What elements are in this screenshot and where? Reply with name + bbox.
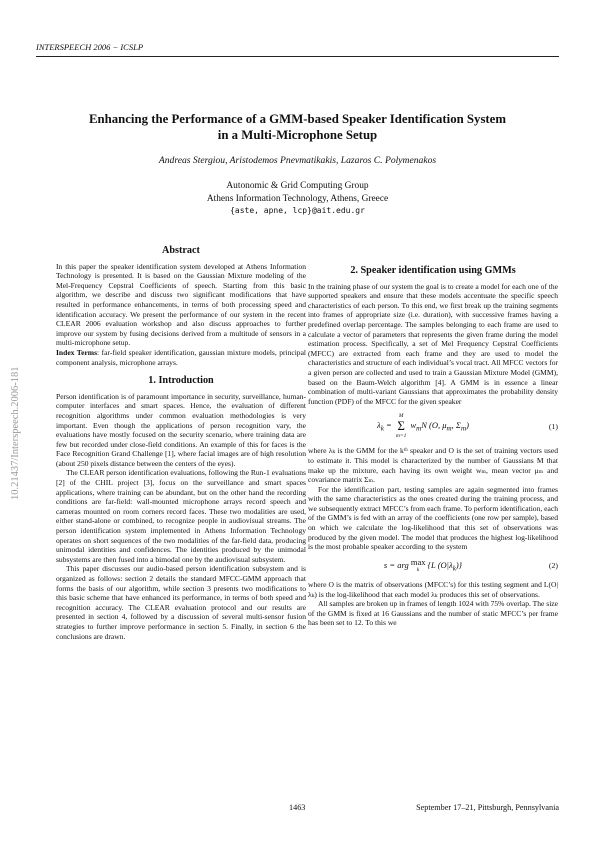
- section-2-paragraph-2: where λₖ is the GMM for the kᵗʰ speaker and O is the set of training vectors used to estimate it. This model is characterized by the number of Gaussians M that make up the mixture, each having its own weight wₘ, mean vector μₘ and covariance matrix Σₘ.: [308, 446, 558, 485]
- page-number: 1463: [289, 803, 306, 812]
- title-line-2: in a Multi-Microphone Setup: [217, 128, 378, 142]
- section-2-paragraph-5: All samples are broken up in frames of length 1024 with 75% overlap. The size of the GMM is fixed at 16 Gaussians and the number of static MFCC’s per frame has been set to 12. To this we: [308, 599, 558, 628]
- conference-header: INTERSPEECH 2006 − ICSLP: [36, 42, 144, 52]
- conference-date-location: September 17–21, Pittsburgh, Pennsylvania: [416, 803, 559, 812]
- section-2-paragraph-1: In the training phase of our system the goal is to create a model for each one of the supported speakers and ensure that these models accentuate the specific speech characteristics of each person. To this end, we first break up the training segments into frames of appropriate size (i.e. duration), with successive frames having a predefined overlap percentage. The samples belonging to each frame are used to calculate a vector of parameters that represents the given frame during the model estimation process. Specifically, a set of Mel Frequency Cepstral Coefficients (MFCC) are extracted from each frame and they are used to model the characteristics and structure of each individual’s vocal tract. All MFCC vectors for a given person are collected and used to train a Gaussian Mixture Model (GMM), based on the Baum-Welch algorithm [4]. A GMM is in essence a linear combination of multi-variant Gaussians that approximates the probability density function (PDF) of the MFCC for the given speaker: [308, 281, 558, 406]
- header-rule: [36, 56, 559, 57]
- affiliation-institution: Athens Information Technology, Athens, Greece: [206, 193, 389, 204]
- equation-1: [308, 412, 558, 440]
- title-line-1: Enhancing the Performance of a GMM-based Speaker Identification System: [88, 112, 507, 126]
- equation-1-body: $\lambda_k$ = M Σ m=1 $w_mN$ (O, $\mu_m$, $\Sigma_m$): [377, 413, 469, 440]
- intro-heading: 1. Introduction: [148, 375, 214, 387]
- section-2-heading: 2. Speaker identification using GMMs: [350, 265, 516, 276]
- paper-title: [40, 111, 555, 143]
- sum-symbol: M Σ m=1: [395, 413, 407, 440]
- intro-paragraph-1: Person identification is of paramount importance in security, surveillance, human-computer interfaces and smart spaces. Hence, the evaluation of different recognition algorithms under common evaluation methodologies is very important. Even though the applications of person recognition vary, the evaluations have mostly focused on the security scenario, where training data are few but recorded under close-field conditions. An example of this for faces is the Face Recognition Grand Challenge [1], where facial images are of high resolution (about 250 pixels distance between the centers of the eyes).: [56, 391, 306, 468]
- left-column: [56, 242, 306, 641]
- index-terms-text: : far-field speaker identification, gaussian mixture models, principal component analysis, microphone arrays.: [56, 347, 307, 367]
- author-list: Andreas Stergiou, Aristodemos Pnevmatikakis, Lazaros C. Polymenakos: [158, 155, 437, 166]
- intro-paragraph-3: This paper discusses our audio-based person identification subsystem and is organized as follows: section 2 details the standard MFCC-GMM approach that forms the basis of our algorithm, while section 3 presents two modifications to this basic scheme that have enhanced its performance, in terms of both speed and recognition accuracy. The CLEAR evaluation protocol and our results are presented in section 4, followed by a discussion of several multi-sensor fusion strategies to further improve performance in section 5. Finally, in section 6 the conclusions are drawn.: [56, 564, 306, 641]
- intro-paragraph-2: The CLEAR person identification evaluations, following the Run-1 evaluations [2] of the CHIL project [3], focus on the surveillance and smart spaces applications, where training can be abundant, but on the other hand the recording conditions are far-field: wall-mounted microphone arrays record speech and cameras mounted on room corners record faces. These two modalities are used, either stand-alone or combined, to recognize people in audiovisual streams. The person identification system implemented in Athens Information Technology operates on short sequences of the two modalities of the far-field data, producing unimodal identities and confidences. The identities produced by the unimodal subsystems are then fused into a bimodal one by the audiovisual subsystem.: [56, 468, 306, 564]
- equation-2-body: s = arg max k {L $(O|\lambda_k)$}: [383, 556, 463, 573]
- author-emails: {aste, apne, lcp}@ait.edu.gr: [230, 206, 365, 215]
- abstract-heading: Abstract: [162, 245, 200, 256]
- equation-2-number: (2): [548, 561, 558, 571]
- continuation-spacer: [308, 242, 558, 262]
- index-terms: [56, 348, 306, 367]
- section-2-paragraph-3: For the identification part, testing samples are again segmented into frames with the same characteristics as the ones created during the training process, and we subsequently extract MFCC’s from each frame. To perform identification, each of the GMM’s is fed with an array of the coefficients (one row per sample), based on which we calculate the log-likelihood that this set of observations was produced by the given model. The model that produces the highest log-likelihood is the most probable speaker according to the system: [308, 484, 558, 552]
- index-terms-label: Index Terms: [56, 347, 98, 357]
- argmax-symbol: max k: [410, 556, 426, 573]
- right-column: [308, 242, 558, 628]
- equation-1-number: (1): [548, 421, 558, 431]
- affiliation-group: Autonomic & Grid Computing Group: [226, 181, 369, 191]
- affiliation: [40, 180, 555, 218]
- equation-2: [308, 558, 558, 574]
- doi-sidebar: 10.21437/Interspeech.2006-181: [10, 366, 21, 500]
- abstract-text: In this paper the speaker identification system developed at Athens Information Technology is presented. It is based on the Gaussian Mixture modeling of the Mel-Frequency Cepstral Coefficients of speech. Starting from this basic algorithm, we describe and discuss two significant modifications that have resulted in performance enhancements, in terms of both processing speed and identification accuracy. We present the performance of our system in the recent CLEAR 2006 evaluation workshop and also discuss approaches to further improve our system by fusing decisions derived from a multitude of sensors in a multi-microphone setup.: [56, 261, 306, 348]
- section-2-paragraph-4: where O is the matrix of observations (MFCC’s) for this testing segment and L(O|λₖ) is the log-likelihood that each model λₖ produces this set of observations.: [308, 580, 558, 599]
